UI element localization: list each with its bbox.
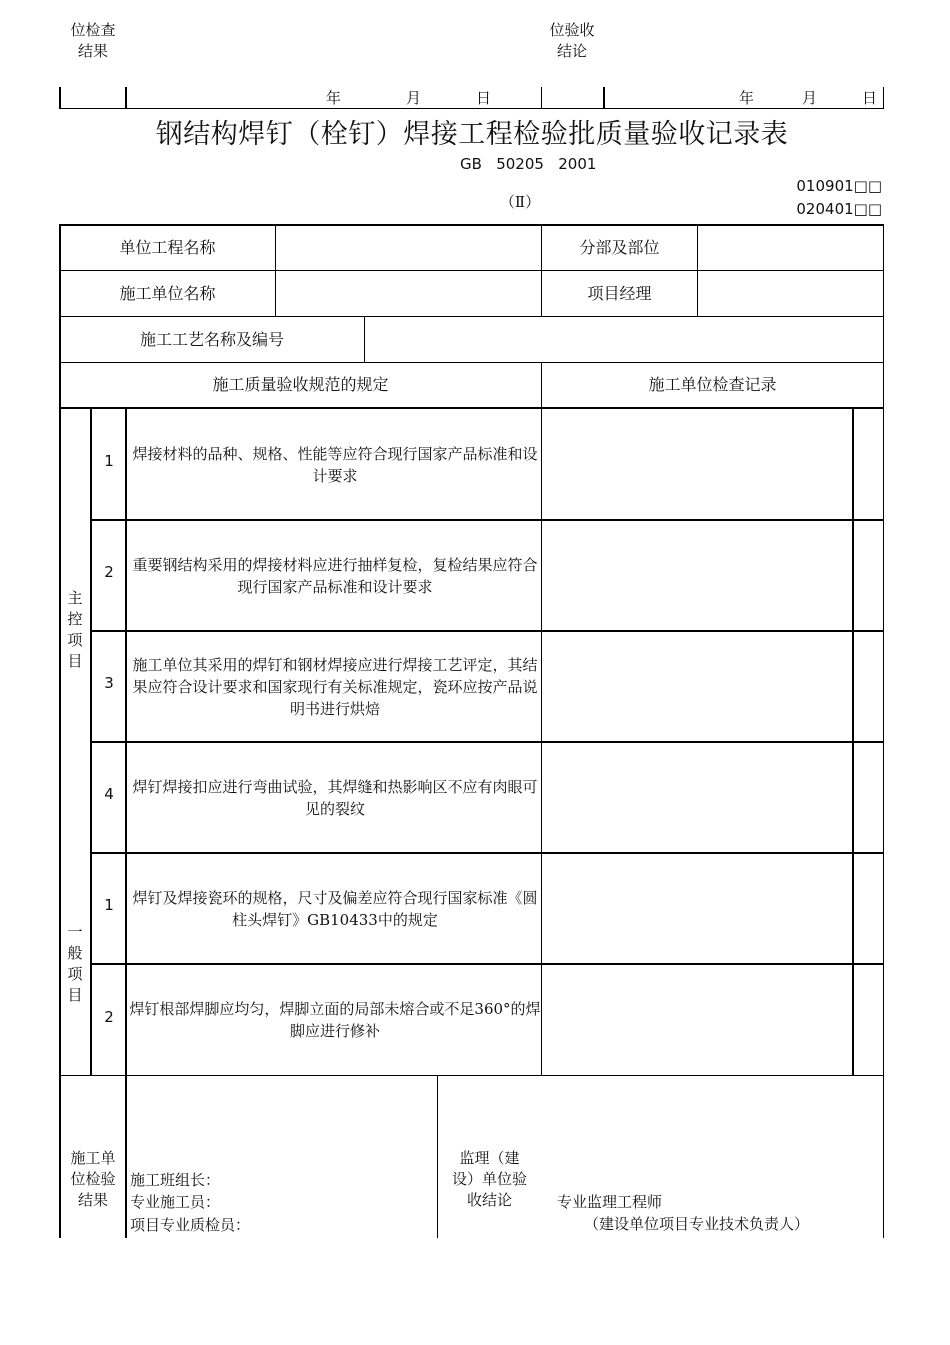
number-divider bbox=[125, 407, 127, 1238]
date-left-month: 月 bbox=[406, 89, 422, 107]
unit-project-label: 单位工程名称 bbox=[119, 237, 216, 257]
owner-tech-lead-label: （建设单位项目专业技术负责人） bbox=[584, 1215, 810, 1233]
team-leader-label: 施工班组长： bbox=[130, 1171, 221, 1189]
top-border-c bbox=[603, 87, 605, 109]
record-cell-main-4[interactable] bbox=[542, 743, 851, 851]
manager-field[interactable] bbox=[698, 271, 883, 316]
manager-label: 项目经理 bbox=[587, 283, 652, 303]
process-label: 施工工艺名称及编号 bbox=[139, 329, 284, 349]
process-field[interactable] bbox=[365, 317, 883, 362]
standard-code: GB 50205 2001 bbox=[460, 155, 597, 173]
top-bottom-line bbox=[59, 108, 884, 109]
record-cell-main-2[interactable] bbox=[542, 521, 851, 629]
record-cell-main-3[interactable] bbox=[542, 632, 851, 740]
item-line-6 bbox=[59, 1075, 884, 1076]
main-item-4-number: 4 bbox=[104, 785, 114, 803]
date-right-month: 月 bbox=[802, 89, 818, 107]
unit-project-field[interactable] bbox=[276, 225, 541, 270]
contractor-field[interactable] bbox=[276, 271, 541, 316]
general-items-label: 一般项目 bbox=[67, 923, 83, 1004]
spec-column-header: 施工质量验收规范的规定 bbox=[212, 375, 389, 394]
category-divider bbox=[90, 407, 92, 1075]
record-column-header: 施工单位检查记录 bbox=[648, 375, 777, 394]
date-left-day: 日 bbox=[476, 89, 492, 107]
record-right-divider bbox=[852, 407, 854, 1075]
supervisor-conclusion-label: 监理（建 设）单位验 收结论 bbox=[451, 1149, 527, 1209]
general-item-1-text: 焊钉及焊接瓷环的规格，尺寸及偏差应符合现行国家标准《圆柱头焊钉》GB10433中的规定 bbox=[132, 889, 538, 929]
main-item-3-number: 3 bbox=[104, 674, 114, 692]
division-label: 分部及部位 bbox=[579, 237, 660, 257]
top-border-b bbox=[541, 87, 542, 109]
main-item-2-number: 2 bbox=[104, 563, 114, 581]
form-code-2: 020401□□ bbox=[796, 200, 882, 218]
page-title: 钢结构焊钉（栓钉）焊接工程检验批质量验收记录表 bbox=[155, 119, 789, 150]
main-item-1-number: 1 bbox=[104, 452, 114, 470]
table-right-border bbox=[883, 224, 884, 1238]
roman-numeral: （Ⅱ） bbox=[499, 193, 541, 211]
contractor-label: 施工单位名称 bbox=[119, 283, 216, 303]
main-item-2-text: 重要钢结构采用的焊接材料应进行抽样复检，复检结果应符合现行国家产品标准和设计要求 bbox=[132, 556, 538, 596]
division-field[interactable] bbox=[698, 225, 883, 270]
general-item-1-number: 1 bbox=[104, 896, 114, 914]
general-item-2-text: 焊钉根部焊脚应均匀，焊脚立面的局部未熔合或不足360°的焊脚应进行修补 bbox=[129, 1000, 541, 1040]
main-control-label: 主控项目 bbox=[67, 589, 83, 670]
date-left-year: 年 bbox=[326, 89, 342, 107]
contractor-result-label: 施工单 位检验 结果 bbox=[70, 1149, 116, 1209]
date-right-day: 日 bbox=[862, 89, 878, 107]
record-cell-main-1[interactable] bbox=[542, 409, 851, 518]
record-cell-general-1[interactable] bbox=[542, 854, 851, 962]
date-right-year: 年 bbox=[739, 89, 755, 107]
main-item-3-text: 施工单位其采用的焊钉和钢材焊接应进行焊接工艺评定，其结果应符合设计要求和国家现行有关标准规定，瓷环应按产品说明书进行烘焙 bbox=[132, 656, 538, 718]
top-border-left bbox=[59, 87, 61, 109]
worker-label: 专业施工员： bbox=[130, 1193, 221, 1211]
general-item-2-number: 2 bbox=[104, 1008, 114, 1026]
top-border-right bbox=[883, 87, 884, 109]
quality-inspector-label: 项目专业质检员： bbox=[130, 1216, 251, 1234]
record-cell-general-2[interactable] bbox=[542, 965, 851, 1074]
top-right-label: 位验收 结论 bbox=[549, 21, 595, 60]
supervising-engineer-label: 专业监理工程师 bbox=[557, 1193, 663, 1211]
top-left-label: 位检查 结果 bbox=[70, 21, 116, 60]
main-item-1-text: 焊接材料的品种、规格、性能等应符合现行国家产品标准和设计要求 bbox=[132, 445, 538, 485]
form-code-1: 010901□□ bbox=[796, 177, 882, 195]
main-item-4-text: 焊钉焊接扣应进行弯曲试验，其焊缝和热影响区不应有肉眼可见的裂纹 bbox=[132, 778, 538, 818]
top-border-a bbox=[125, 87, 127, 109]
